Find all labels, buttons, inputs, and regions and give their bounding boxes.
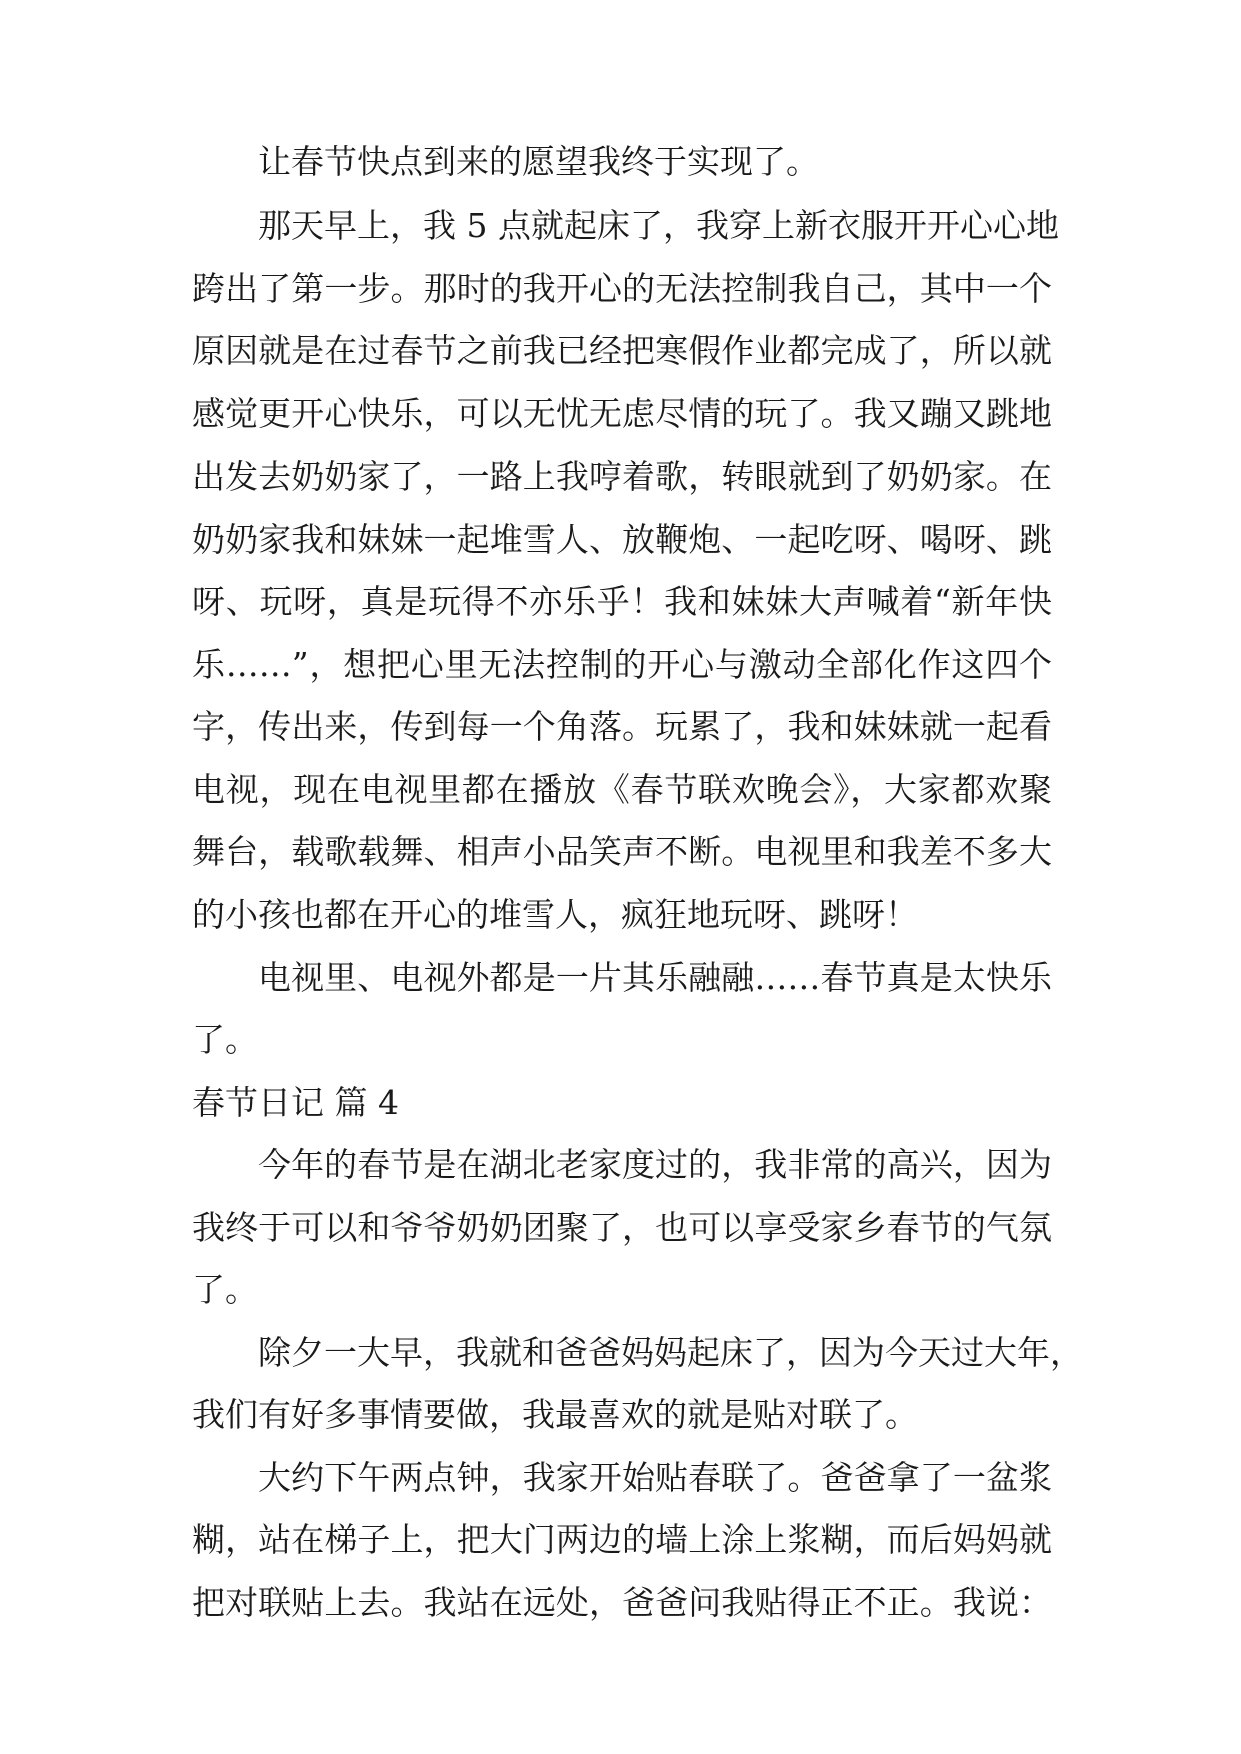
- text-line: 出发去奶奶家了，一路上我哼着歌，转眼就到了奶奶家。在: [192, 457, 1052, 496]
- text-line: 电视里、电视外都是一片其乐融融……春节真是太快乐: [258, 958, 1052, 997]
- text-line: 呀、玩呀，真是玩得不亦乐乎！我和妹妹大声喊着“新年快: [192, 582, 1052, 621]
- text-line: 舞台，载歌载舞、相声小品笑声不断。电视里和我差不多大: [192, 832, 1052, 871]
- text-line: 字，传出来，传到每一个角落。玩累了，我和妹妹就一起看: [192, 707, 1052, 746]
- text-line: 电视，现在电视里都在播放《春节联欢晚会》，大家都欢聚: [192, 770, 1052, 809]
- text-line: 奶奶家我和妹妹一起堆雪人、放鞭炮、一起吃呀、喝呀、跳: [192, 520, 1052, 559]
- text-line: 除夕一大早，我就和爸爸妈妈起床了，因为今天过大年，: [258, 1333, 1083, 1372]
- text-line: 了。: [192, 1020, 258, 1059]
- text-line: 乐……”，想把心里无法控制的开心与激动全部化作这四个: [192, 645, 1052, 684]
- text-line: 我终于可以和爷爷奶奶团聚了，也可以享受家乡春节的气氛: [192, 1208, 1052, 1247]
- text-line: 那天早上，我 5 点就起床了，我穿上新衣服开开心心地: [258, 206, 1059, 245]
- text-line: 我们有好多事情要做，我最喜欢的就是贴对联了。: [192, 1395, 918, 1434]
- text-line: 让春节快点到来的愿望我终于实现了。: [258, 142, 819, 181]
- text-line: 把对联贴上去。我站在远处，爸爸问我贴得正不正。我说：: [192, 1583, 1052, 1622]
- text-line: 感觉更开心快乐，可以无忧无虑尽情的玩了。我又蹦又跳地: [192, 394, 1052, 433]
- text-line: 跨出了第一步。那时的我开心的无法控制我自己，其中一个: [192, 269, 1052, 308]
- text-line: 糊，站在梯子上，把大门两边的墙上涂上浆糊，而后妈妈就: [192, 1520, 1052, 1559]
- section-heading: 春节日记 篇 4: [192, 1083, 399, 1122]
- text-line: 的小孩也都在开心的堆雪人，疯狂地玩呀、跳呀！: [192, 895, 918, 934]
- text-line: 了。: [192, 1270, 258, 1309]
- text-line: 大约下午两点钟，我家开始贴春联了。爸爸拿了一盆浆: [258, 1458, 1052, 1497]
- text-line: 原因就是在过春节之前我已经把寒假作业都完成了，所以就: [192, 331, 1052, 370]
- text-line: 今年的春节是在湖北老家度过的，我非常的高兴，因为: [258, 1145, 1052, 1184]
